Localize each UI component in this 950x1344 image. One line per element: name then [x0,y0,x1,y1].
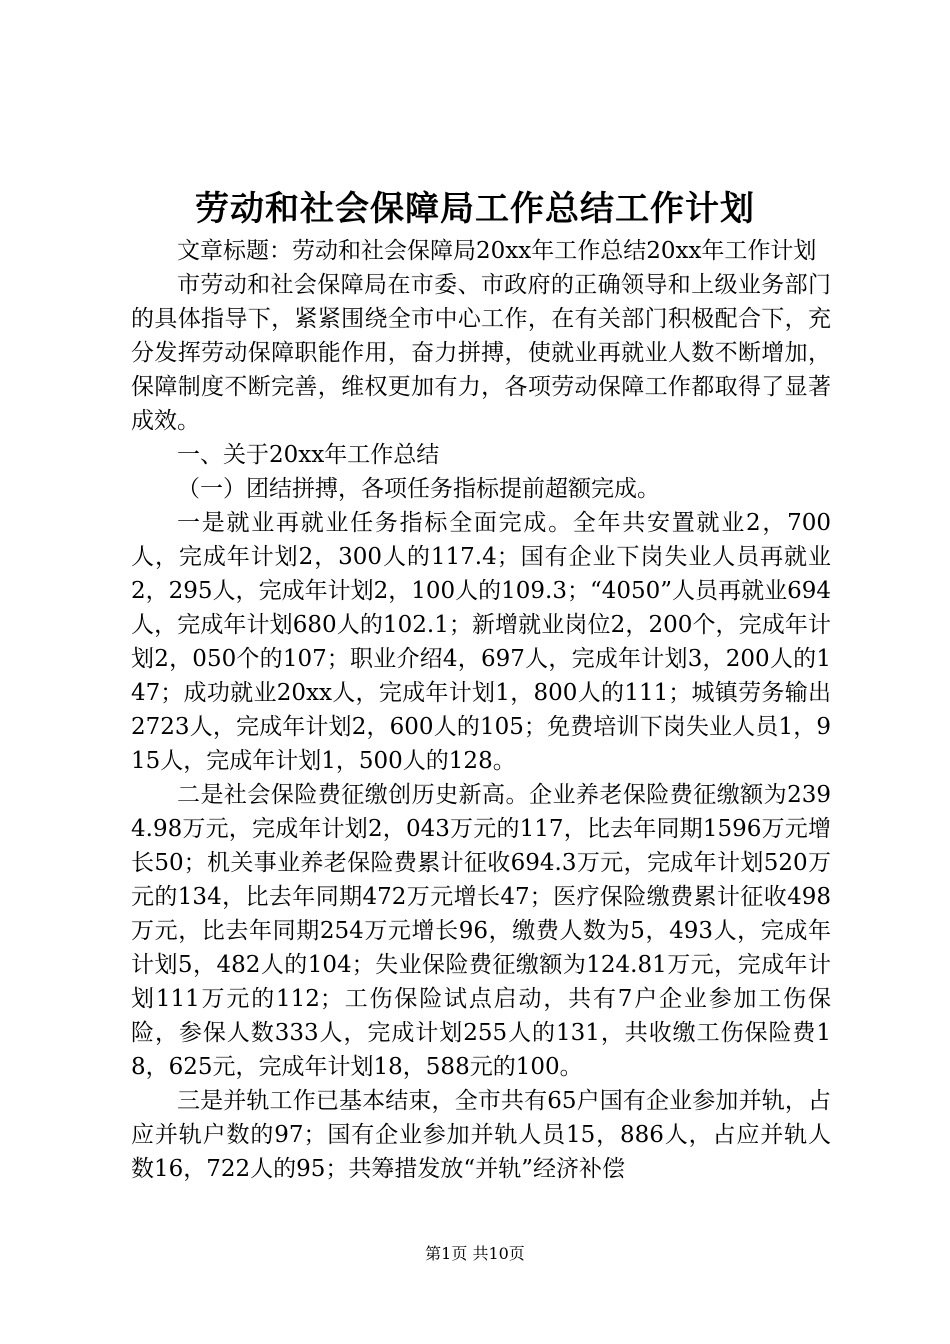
section-heading: 一、关于20xx年工作总结 [177,442,440,468]
employment-paragraph: 一是就业再就业任务指标全面完成。全年共安置就业2，700人，完成年计划2，300人的117.4；国有企业下岗失业人员再就业2，295人，完成年计划2，100人的109.3；“4050”人员再就业694人，完成年计划680人的102.1；新增就业岗位2，200个，完成年计划2，050个的107；职业介绍4，697人，完成年计划3，200人的147；成功就业20xx人，完成年计划1，800人的111；城镇劳务输出2723人，完成年计划2，600人的105；免费培训下岗失业人员1，915人，完成年计划1，500人的128。 [131,510,831,774]
intro-paragraph: 市劳动和社会保障局在市委、市政府的正确领导和上级业务部门的具体指导下，紧紧围绕全市中心工作，在有关部门积极配合下，充分发挥劳动保障职能作用，奋力拼搏，使就业再就业人数不断增加，保障制度不断完善，维权更加有力，各项劳动保障工作都取得了显著成效。 [131,272,831,434]
page-footer: 第1页 共10页 [425,1244,525,1263]
article-title-paragraph: 文章标题：劳动和社会保障局20xx年工作总结20xx年工作计划 [177,238,817,264]
subsection-heading: （一）团结拼搏，各项任务指标提前超额完成。 [177,476,660,502]
document-title: 劳动和社会保障局工作总结工作计划 [195,189,755,229]
social-insurance-paragraph: 二是社会保险费征缴创历史新高。企业养老保险费征缴额为2394.98万元，完成年计划2，043万元的117，比去年同期1596万元增长50；机关事业养老保险费累计征收694.3万元，完成年计划520万元的134，比去年同期472万元增长47；医疗保险缴费累计征收498万元，比去年同期254万元增长96，缴费人数为5，493人，完成年计划5，482人的104；失业保险费征缴额为124.81万元，完成年计划111万元的112；工伤保险试点启动，共有7户企业参加工伤保险，参保人数333人，完成计划255人的131，共收缴工伤保险费18，625元，完成年计划18，588元的100。 [131,782,831,1080]
merger-paragraph: 三是并轨工作已基本结束，全市共有65户国有企业参加并轨，占应并轨户数的97；国有企业参加并轨人员15，886人，占应并轨人数16，722人的95；共筹措发放“并轨”经济补偿 [131,1088,831,1182]
document-body [131,234,831,1186]
